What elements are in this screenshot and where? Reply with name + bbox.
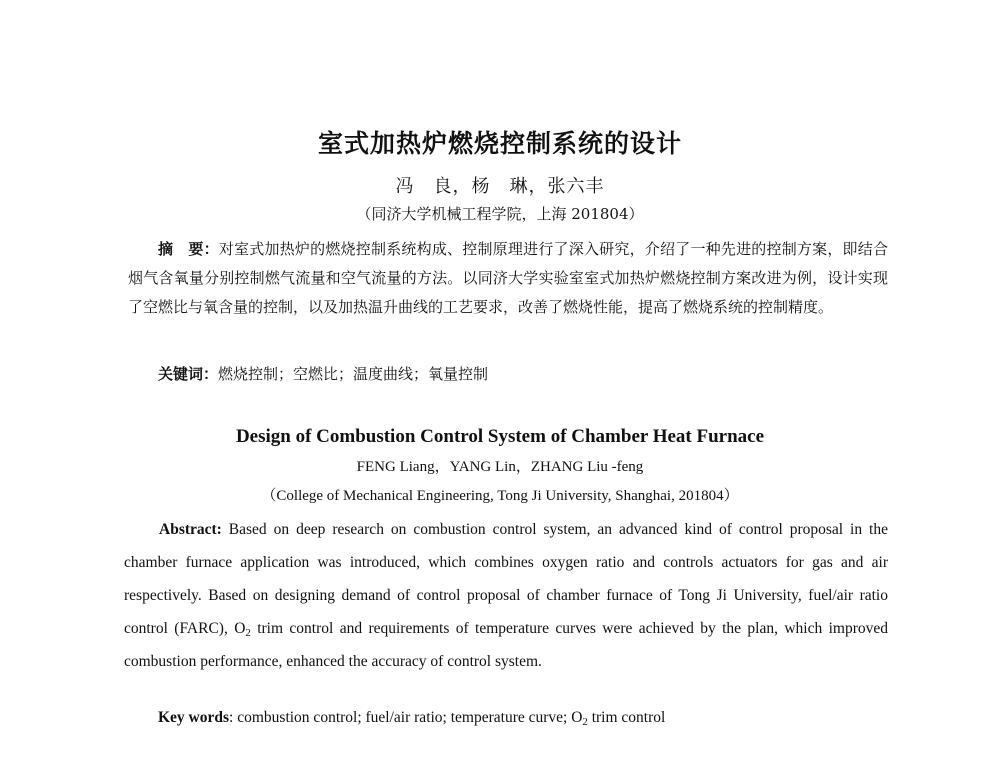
english-keywords-text-1: : combustion control; fuel/air ratio; temperature curve; O (229, 709, 583, 726)
chinese-title: 室式加热炉燃烧控制系统的设计 (317, 129, 682, 158)
chinese-abstract (128, 235, 888, 322)
english-keywords (158, 709, 888, 727)
english-abstract-text-2: trim control and requirements of temperature curves were achieved by the plan, which improved combustion performance, enhanced the accuracy of control system. (124, 620, 889, 670)
chinese-keywords (158, 363, 888, 384)
english-abstract-subscript: 2 (245, 627, 251, 639)
chinese-abstract-label: 摘 要： (158, 240, 219, 258)
chinese-affiliation: （同济大学机械工程学院，上海 201804） (356, 205, 644, 223)
chinese-keywords-label: 关键词： (158, 365, 219, 383)
chinese-keywords-text: 燃烧控制；空燃比；温度曲线；氧量控制 (218, 365, 489, 383)
english-abstract (124, 513, 888, 678)
english-affiliation: （College of Mechanical Engineering, Tong Ji University, Shanghai, 201804） (261, 488, 739, 504)
english-abstract-text-1: Based on deep research on combustion control system, an advanced kind of control proposal in the chamber furnace application was introduced, which combines oxygen ratio and controls actuators for gas and air respectively. Based on designing demand of control proposal of chamber furnace of Tong Ji University, fuel/air ratio control (FARC), O (124, 521, 888, 637)
english-abstract-label: Abstract: (159, 521, 222, 538)
english-authors: FENG Liang，YANG Lin，ZHANG Liu -feng (356, 459, 644, 475)
english-title: Design of Combustion Control System of Chamber Heat Furnace (235, 426, 765, 447)
english-keywords-label: Key words (158, 709, 230, 726)
chinese-abstract-text: 对室式加热炉的燃烧控制系统构成、控制原理进行了深入研究，介绍了一种先进的控制方案，即结合烟气含氧量分别控制燃气流量和空气流量的方法。以同济大学实验室室式加热炉燃烧控制方案改进为例，设计实现了空燃比与氧含量的控制，以及加热温升曲线的工艺要求，改善了燃烧性能，提高了燃烧系统的控制精度。 (128, 240, 888, 316)
english-keywords-subscript: 2 (582, 716, 588, 728)
english-keywords-text-2: trim control (587, 709, 666, 726)
chinese-authors: 冯 良，杨 琳，张六丰 (395, 176, 605, 197)
